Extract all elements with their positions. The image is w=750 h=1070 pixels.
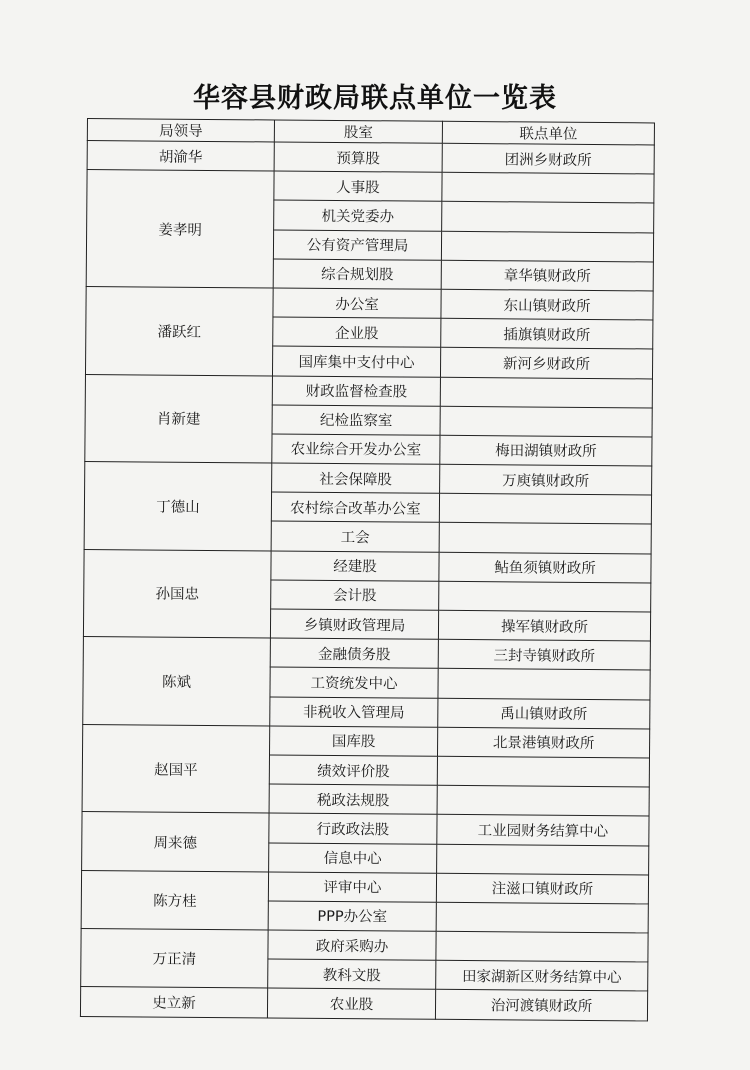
department-cell: 预算股 — [274, 142, 442, 173]
liaison-unit-cell — [441, 231, 653, 262]
table-row — [82, 812, 649, 846]
department-cell: 纪检监察室 — [272, 405, 440, 436]
liaison-unit-cell: 三封寺镇财政所 — [438, 639, 650, 670]
liaison-unit-cell: 东山镇财政所 — [441, 289, 653, 320]
liaison-unit-cell: 禹山镇财政所 — [438, 698, 650, 729]
liaison-table — [80, 118, 655, 1021]
liaison-unit-cell: 田家湖新区财务结算中心 — [436, 961, 648, 992]
department-cell: 非税收入管理局 — [270, 697, 438, 728]
liaison-unit-cell: 新河乡财政所 — [440, 348, 652, 379]
department-cell: 行政政法股 — [269, 813, 437, 844]
leader-cell: 潘跃红 — [85, 286, 273, 375]
liaison-unit-cell — [440, 406, 652, 437]
department-cell: 社会保障股 — [272, 463, 440, 494]
liaison-unit-cell: 操军镇财政所 — [438, 610, 650, 641]
department-cell: 机关党委办 — [274, 200, 442, 231]
department-cell: 农村综合改革办公室 — [271, 492, 439, 523]
department-cell: 综合规划股 — [273, 259, 441, 290]
liaison-unit-cell — [436, 931, 648, 962]
department-cell: 教科文股 — [268, 959, 436, 990]
table-row — [85, 462, 652, 496]
liaison-unit-cell — [442, 202, 654, 233]
liaison-unit-cell — [437, 844, 649, 875]
department-cell: 财政监督检查股 — [272, 375, 440, 406]
liaison-unit-cell: 万庾镇财政所 — [440, 464, 652, 495]
department-cell: 人事股 — [274, 171, 442, 202]
liaison-unit-cell: 北景港镇财政所 — [437, 727, 649, 758]
leader-cell: 胡渝华 — [87, 141, 274, 172]
department-cell: 农业综合开发办公室 — [272, 434, 440, 465]
table-row — [87, 141, 654, 175]
liaison-unit-cell — [439, 523, 651, 554]
liaison-unit-cell — [439, 494, 651, 525]
liaison-unit-cell: 鲇鱼须镇财政所 — [439, 552, 651, 583]
header-liaison-unit: 联点单位 — [442, 121, 654, 145]
liaison-unit-cell — [437, 756, 649, 787]
department-cell: 农业股 — [267, 988, 435, 1019]
header-leader: 局领导 — [87, 119, 274, 142]
table-row — [81, 870, 648, 904]
table-row — [86, 286, 653, 320]
table-row — [85, 374, 652, 408]
leader-cell: 丁德山 — [84, 462, 272, 551]
department-cell: 乡镇财政管理局 — [270, 609, 438, 640]
department-cell: 税政法规股 — [269, 784, 437, 815]
liaison-unit-cell: 梅田湖镇财政所 — [440, 435, 652, 466]
liaison-unit-cell: 团洲乡财政所 — [442, 143, 654, 174]
department-cell: 国库股 — [270, 726, 438, 757]
liaison-unit-cell: 工业园财务结算中心 — [437, 815, 649, 846]
leader-cell: 万正清 — [81, 929, 268, 989]
table-row — [87, 170, 654, 204]
liaison-unit-cell — [438, 669, 650, 700]
leader-cell: 姜孝明 — [86, 170, 274, 288]
leader-cell: 肖新建 — [85, 374, 273, 463]
liaison-unit-cell — [436, 902, 648, 933]
department-cell: 绩效评价股 — [269, 755, 437, 786]
leader-cell: 陈方桂 — [81, 870, 268, 930]
department-cell: 会计股 — [271, 580, 439, 611]
leader-cell: 赵国平 — [82, 724, 270, 813]
department-cell: 信息中心 — [269, 842, 437, 873]
table-row — [81, 929, 648, 963]
leader-cell: 孙国忠 — [83, 549, 271, 638]
department-cell: 办公室 — [273, 288, 441, 319]
department-cell: 国库集中支付中心 — [272, 346, 440, 377]
liaison-unit-cell: 治河渡镇财政所 — [435, 990, 647, 1021]
department-cell: 评审中心 — [268, 872, 436, 903]
liaison-unit-cell — [442, 172, 654, 203]
liaison-unit-cell: 章华镇财政所 — [441, 260, 653, 291]
liaison-unit-cell — [440, 377, 652, 408]
department-cell: 工资统发中心 — [270, 667, 438, 698]
liaison-unit-cell: 插旗镇财政所 — [441, 318, 653, 349]
leader-cell: 史立新 — [80, 987, 267, 1018]
liaison-unit-cell — [439, 581, 651, 612]
liaison-unit-cell — [437, 785, 649, 816]
department-cell: 公有资产管理局 — [273, 230, 441, 261]
department-cell: 工会 — [271, 521, 439, 552]
leader-cell: 周来德 — [82, 812, 269, 872]
table-row — [80, 987, 647, 1021]
department-cell: 政府采购办 — [268, 930, 436, 961]
department-cell: 企业股 — [273, 317, 441, 348]
table-row — [83, 637, 650, 671]
leader-cell: 陈斌 — [83, 637, 271, 726]
table-row — [83, 724, 650, 758]
liaison-unit-cell: 注滋口镇财政所 — [436, 873, 648, 904]
table-row — [84, 549, 651, 583]
header-department: 股室 — [274, 120, 442, 143]
department-cell: 经建股 — [271, 551, 439, 582]
department-cell: 金融债务股 — [270, 638, 438, 669]
page-title: 华容县财政局联点单位一览表 — [193, 83, 557, 114]
department-cell: PPP办公室 — [268, 901, 436, 932]
